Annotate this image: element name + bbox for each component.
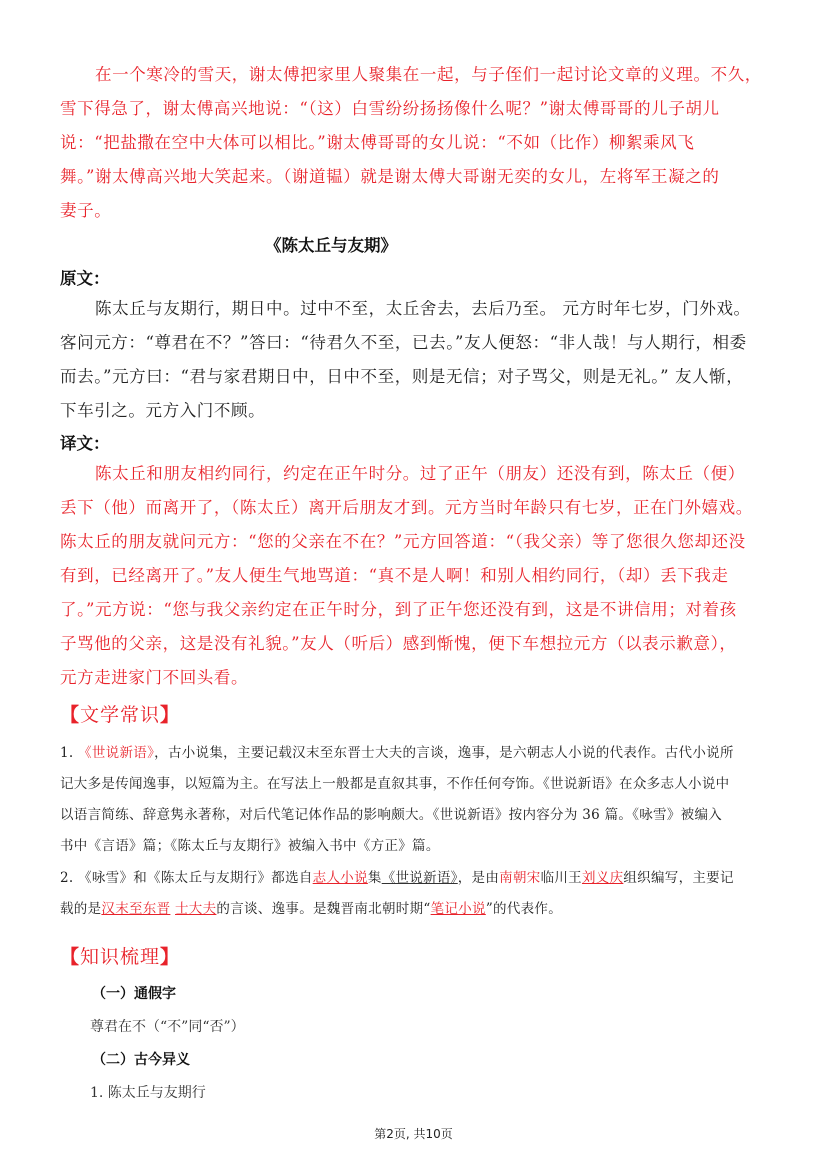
yongxue-translation <box>60 58 785 228</box>
bracket-close: 】 <box>160 704 181 726</box>
chen-translation <box>60 457 785 695</box>
text-span: ”的代表作。 <box>485 901 563 917</box>
text-span: 临川王 <box>540 870 582 886</box>
literary-item-1 <box>60 738 780 862</box>
literary-knowledge-heading <box>60 700 180 727</box>
gujinyiyi-item: 1. 陈太丘与友期行 <box>90 1085 206 1101</box>
subheading-tongjiazi: （一）通假字 <box>92 986 176 1002</box>
item-number: 1. <box>60 745 79 761</box>
text-line: 书中《言语》篇；《陈太丘与友期行》被编入书中《方正》篇。 <box>60 838 440 854</box>
text-span: ，古小说集，主要记载汉末至东晋士大夫的言谈，逸事，是六朝志人小说的代表作。古代小说所 <box>154 745 734 761</box>
answer-blank: 刘义庆 <box>581 870 624 886</box>
text-line: 陈太丘和朋友相约同行，约定在正午时分。过了正午（朋友）还没有到，陈太丘（便） <box>95 464 745 483</box>
answer-blank: 士大夫 <box>175 901 217 917</box>
text-span: 的言谈、逸事。是魏晋南北朝时期“ <box>216 901 431 917</box>
text-line: 客问元方：“尊君在不？”答曰：“待君久不至，已去。”友人便怒：“非人哉！与人期行，相委 <box>60 333 747 352</box>
text-line: 舞。”谢太傅高兴地大笑起来。（谢道韫）就是谢太傅大哥谢无奕的女儿，左将军王凝之的 <box>60 167 720 186</box>
text-line: 以语言简练、辞意隽永著称，对后代笔记体作品的影响颇大。《世说新语》按内容分为 36 篇。《咏雪》被编入 <box>60 807 723 823</box>
page-footer: 第2页, 共10页 <box>374 1127 453 1141</box>
original-label: 原文： <box>60 269 110 288</box>
section-title: 《陈太丘与友期》 <box>265 236 397 255</box>
subheading-gujinyiyi: （二）古今异义 <box>92 1052 190 1068</box>
text-span: 组织编写，主要记 <box>623 870 734 886</box>
text-line: 雪下得急了，谢太傅高兴地说：“（这）白雪纷纷扬扬像什么呢？”谢太傅哥哥的儿子胡儿 <box>60 99 720 118</box>
text-line: 陈太丘与友期行，期日中。过中不至，太丘舍去，去后乃至。 元方时年七岁，门外戏。 <box>95 299 751 318</box>
knowledge-outline-heading <box>60 942 180 969</box>
tongjiazi-text: 尊君在不（“不”同“否”） <box>90 1019 245 1035</box>
text-line: 在一个寒冷的雪天，谢太傅把家里人聚集在一起，与子侄们一起讨论文章的义理。不久， <box>95 65 762 84</box>
translation-label: 译文： <box>60 434 110 453</box>
answer-blank: 汉末至东晋 <box>101 901 171 917</box>
text-line: 妻子。 <box>60 201 112 220</box>
text-line: 丢下（他）而离开了，（陈太丘）离开后朋友才到。元方当时年龄只有七岁，正在门外嬉戏。 <box>60 498 753 517</box>
bracket-open: 【 <box>60 704 81 726</box>
text-line: 记大多是传闻逸事，以短篇为主。在写法上一般都是直叙其事，不作任何夸饰。《世说新语》在众多志人小说中 <box>60 776 730 792</box>
heading-text: 文学常识 <box>80 704 161 726</box>
book-title: 《世说新语》 <box>78 745 155 761</box>
text-span: ，是由 <box>457 870 500 886</box>
text-line: 说：“把盐撒在空中大体可以相比。”谢太傅哥哥的女儿说：“不如（比作）柳絮乘风飞 <box>60 133 695 152</box>
heading-text: 知识梳理 <box>80 946 161 968</box>
text-line: 元方走进家门不回头看。 <box>60 668 249 687</box>
bracket-open: 【 <box>60 946 81 968</box>
literary-item-2 <box>60 863 780 925</box>
answer-blank: 《世说新语》 <box>381 870 458 886</box>
original-text <box>60 292 785 428</box>
text-line: 陈太丘的朋友就问元方：“您的父亲在不在？”元方回答道：“（我父亲）等了您很久您却还没 <box>60 532 746 551</box>
answer-text: 南朝宋 <box>499 870 541 886</box>
text-line: 而去。”元方曰：“君与家君期日中，日中不至，则是无信；对子骂父，则是无礼。” 友人惭， <box>60 367 744 386</box>
text-line: 有到，已经离开了。”友人便生气地骂道：“真不是人啊！和别人相约同行，（却）丢下我走 <box>60 566 729 585</box>
text-line: 子骂他的父亲，这是没有礼貌。”友人（听后）感到惭愧，便下车想拉元方（以表示歉意）， <box>60 634 737 653</box>
answer-blank: 笔记小说 <box>430 901 486 917</box>
answer-blank: 志人小说 <box>312 870 368 886</box>
text-span: 载的是 <box>60 901 102 917</box>
text-span: 2. 《咏雪》和《陈太丘与友期行》都选自 <box>60 870 313 886</box>
text-line: 下车引之。元方入门不顾。 <box>60 401 266 420</box>
text-span: 集 <box>367 870 382 886</box>
bracket-close: 】 <box>160 946 181 968</box>
text-line: 了。”元方说：“您与我父亲约定在正午时分，到了正午您还没有到，这是不讲信用；对着孩 <box>60 600 737 619</box>
